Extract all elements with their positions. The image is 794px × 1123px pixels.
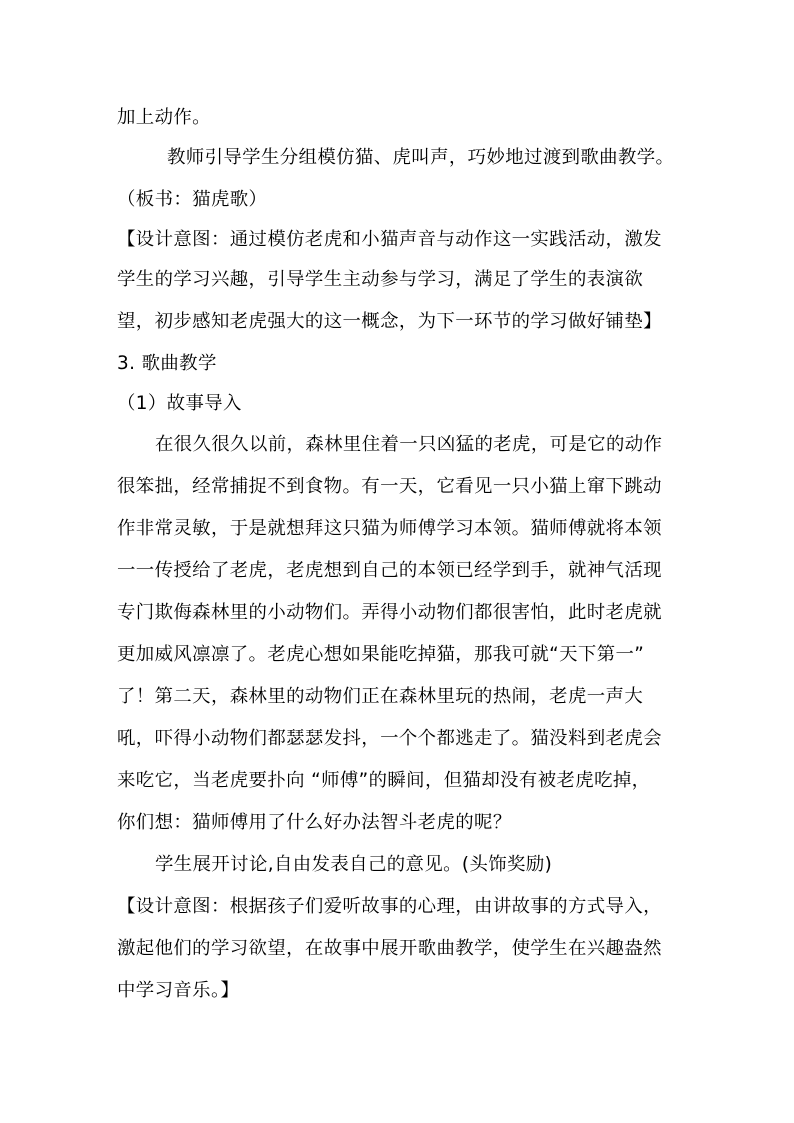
text-line: 望，初步感知老虎强大的这一概念，为下一环节的学习做好铺垫】 (117, 311, 662, 332)
text-line: 你们想：猫师傅用了什么好办法智斗老虎的呢？ (117, 812, 512, 833)
section-heading: 3. 歌曲教学 (117, 353, 217, 374)
text-line: 来吃它，当老虎要扑向 “师傅”的瞬间，但猫却没有被老虎吃掉， (117, 770, 651, 791)
text-line: 加上动作。 (117, 107, 211, 128)
text-line: 很笨拙，经常捕捉不到食物。有一天，它看见一只小猫上窜下跳动 (117, 476, 662, 497)
text-line: 作非常灵敏，于是就想拜这只猫为师傅学习本领。猫师傅就将本领 (117, 518, 662, 539)
text-line: 了！第二天，森林里的动物们正在森林里玩的热闹，老虎一声大 (117, 686, 644, 707)
text-line: 吼，吓得小动物们都瑟瑟发抖，一个个都逃走了。猫没料到老虎会 (117, 728, 662, 749)
story-paragraph: 在很久很久以前，森林里住着一只凶猛的老虎，可是它的动作 (155, 434, 663, 455)
design-intent-paragraph: 【设计意图：根据孩子们爱听故事的心理，由讲故事的方式导入， (117, 896, 662, 917)
design-intent-paragraph: 【设计意图：通过模仿老虎和小猫声音与动作这一实践活动，激发 (117, 229, 662, 250)
text-line: （板书：猫虎歌） (117, 189, 268, 210)
text-line: 学生的学习兴趣，引导学生主动参与学习，满足了学生的表演欲 (117, 269, 644, 290)
text-line: 更加威风凛凛了。老虎心想如果能吃掉猫，那我可就“天下第一” (117, 644, 645, 665)
text-line: 激起他们的学习欲望，在故事中展开歌曲教学，使学生在兴趣盎然 (117, 938, 662, 959)
text-line: 中学习音乐。】 (117, 980, 240, 1001)
text-line: 专门欺侮森林里的小动物们。弄得小动物们都很害怕，此时老虎就 (117, 602, 662, 623)
text-line: 学生展开讨论,自由发表自己的意见。(头饰奖励) (155, 854, 553, 875)
text-line: 一一传授给了老虎，老虎想到自己的本领已经学到手，就神气活现 (117, 560, 662, 581)
subsection-heading: （1）故事导入 (117, 393, 242, 414)
text-line: 教师引导学生分组模仿猫、虎叫声，巧妙地过渡到歌曲教学。 (167, 147, 675, 168)
